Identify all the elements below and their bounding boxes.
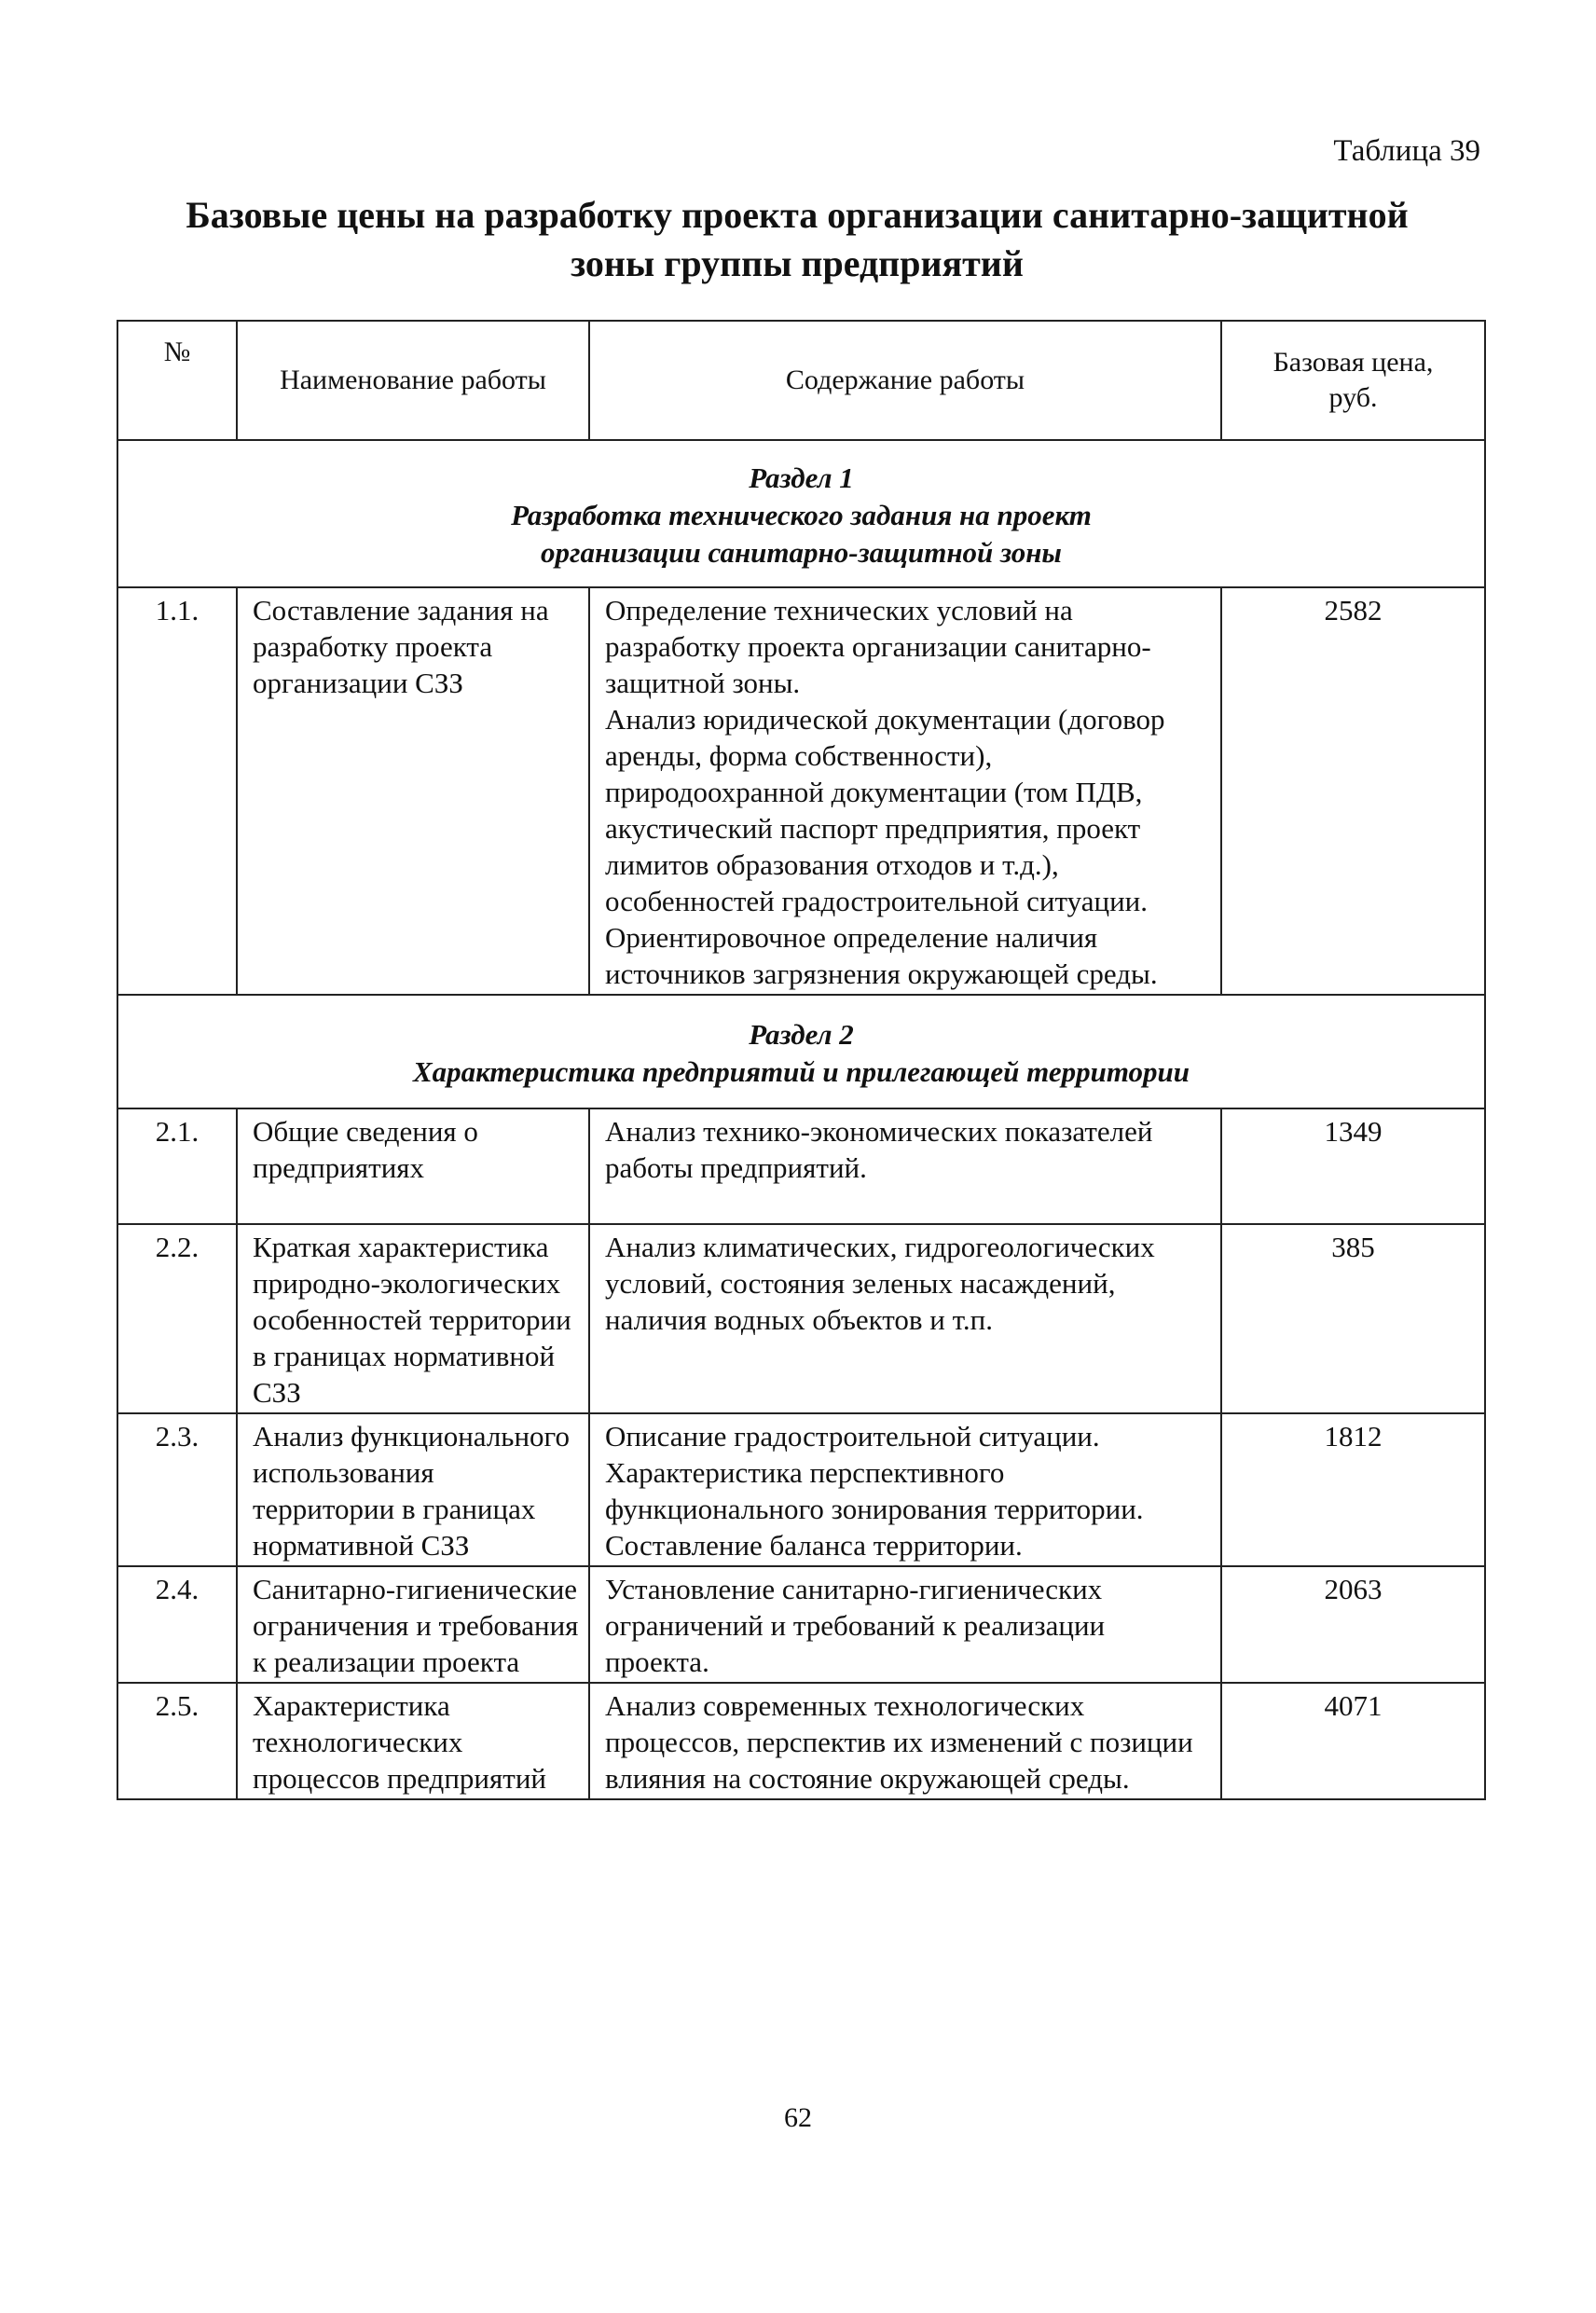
row-price: 2063 xyxy=(1221,1566,1485,1683)
page-number: 62 xyxy=(784,2102,812,2133)
content-paragraph: Характеристика перспективного функционального зонирования территории. xyxy=(605,1456,1144,1525)
row-name: Общие сведения о предприятиях xyxy=(237,1108,589,1224)
row-price: 385 xyxy=(1221,1224,1485,1413)
row-name: Составление задания на разработку проекта организации СЗЗ xyxy=(237,587,589,995)
table-row xyxy=(117,587,1485,995)
table-row xyxy=(117,1413,1485,1566)
content-paragraph: Анализ юридической документации (договор аренды, форма собственности), природоохранной документации (том ПДВ, акустический паспорт предприятия, проект лимитов образования отходов и т.д.), особенностей градостроительной ситуации. xyxy=(605,703,1165,917)
row-num: 1.1. xyxy=(117,587,237,995)
table-label: Таблица 39 xyxy=(1333,134,1480,168)
section-title-line-1: Разработка технического задания на проект xyxy=(511,499,1092,531)
content-paragraph: Определение технических условий на разработку проекта организации санитарно-защитной зоны. xyxy=(605,594,1151,699)
document-title-line-2: зоны группы предприятий xyxy=(571,242,1024,284)
row-num: 2.3. xyxy=(117,1413,237,1566)
section-heading xyxy=(117,995,1485,1108)
content-paragraph: Составление баланса территории. xyxy=(605,1529,1023,1562)
table-row xyxy=(117,1566,1485,1683)
row-content xyxy=(589,1224,1221,1413)
table-row xyxy=(117,1108,1485,1224)
content-paragraph: Анализ современных технологических процессов, перспектив их изменений с позиции влияния на состояние окружающей среды. xyxy=(605,1689,1193,1795)
section-label: Раздел 1 xyxy=(749,461,854,494)
row-name: Санитарно-гигиенические ограничения и требования к реализации проекта xyxy=(237,1566,589,1683)
section-row xyxy=(117,440,1485,587)
section-label: Раздел 2 xyxy=(749,1018,854,1051)
row-name: Краткая характеристика природно-экологических особенностей территории в границах нормативной СЗЗ xyxy=(237,1224,589,1413)
section-title-line-1: Характеристика предприятий и прилегающей территории xyxy=(412,1055,1190,1088)
row-num: 2.4. xyxy=(117,1566,237,1683)
row-name: Характеристика технологических процессов предприятий xyxy=(237,1683,589,1799)
document-title xyxy=(112,191,1482,288)
header-num: № xyxy=(117,321,237,440)
row-price: 1812 xyxy=(1221,1413,1485,1566)
row-price: 1349 xyxy=(1221,1108,1485,1224)
content-paragraph: Анализ технико-экономических показателей работы предприятий. xyxy=(605,1115,1153,1184)
row-content xyxy=(589,587,1221,995)
table-row xyxy=(117,1224,1485,1413)
row-content xyxy=(589,1108,1221,1224)
content-paragraph: Анализ климатических, гидрогеологических условий, состояния зеленых насаждений, наличия водных объектов и т.п. xyxy=(605,1231,1155,1336)
section-title-line-2: организации санитарно-защитной зоны xyxy=(541,536,1062,569)
content-paragraph: Ориентировочное определение наличия источников загрязнения окружающей среды. xyxy=(605,921,1158,990)
row-num: 2.1. xyxy=(117,1108,237,1224)
table-row xyxy=(117,1683,1485,1799)
row-num: 2.2. xyxy=(117,1224,237,1413)
row-content xyxy=(589,1413,1221,1566)
row-content xyxy=(589,1683,1221,1799)
price-table xyxy=(117,320,1486,1800)
header-price: Базовая цена, руб. xyxy=(1221,321,1485,440)
row-name: Анализ функционального использования территории в границах нормативной СЗЗ xyxy=(237,1413,589,1566)
content-paragraph: Установление санитарно-гигиенических ограничений и требований к реализации проекта. xyxy=(605,1573,1106,1678)
row-num: 2.5. xyxy=(117,1683,237,1799)
row-price: 2582 xyxy=(1221,587,1485,995)
section-heading xyxy=(117,440,1485,587)
table-header-row xyxy=(117,321,1485,440)
row-content xyxy=(589,1566,1221,1683)
content-paragraph: Описание градостроительной ситуации. xyxy=(605,1420,1100,1453)
document-title-line-1: Базовые цены на разработку проекта организации санитарно-защитной xyxy=(186,194,1409,236)
header-content: Содержание работы xyxy=(589,321,1221,440)
header-name: Наименование работы xyxy=(237,321,589,440)
row-price: 4071 xyxy=(1221,1683,1485,1799)
section-row xyxy=(117,995,1485,1108)
